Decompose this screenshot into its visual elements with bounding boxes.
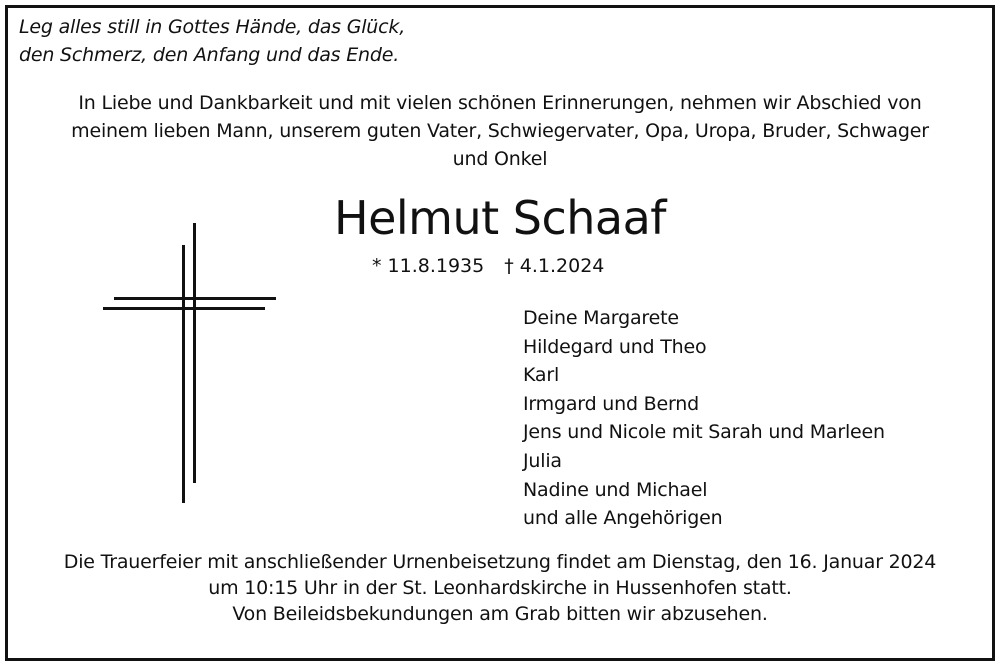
motto-line: den Schmerz, den Anfang und das Ende. [19, 44, 400, 66]
notice-line: Von Beileidsbekundungen am Grab bitten wir abzusehen. [232, 603, 768, 625]
mourner-item: Irmgard und Bernd [523, 392, 699, 415]
birth-date: * 11.8.1935 [372, 255, 485, 277]
motto-line: Leg alles still in Gottes Hände, das Glück, [19, 16, 406, 38]
mourner-item: Nadine und Michael [523, 478, 708, 501]
motto-verse [19, 13, 405, 69]
life-dates [372, 252, 604, 280]
notice-line: Die Trauerfeier mit anschließender Urnenbeisetzung findet am Dienstag, den 16. Januar 2024 [63, 551, 937, 573]
mourner-item: Julia [523, 449, 562, 472]
intro-line: In Liebe und Dankbarkeit und mit vielen schönen Erinnerungen, nehmen wir Abschied von [78, 92, 922, 114]
cross-icon [100, 223, 280, 505]
mourners-list [523, 304, 885, 533]
mourner-item: Jens und Nicole mit Sarah und Marleen [523, 421, 885, 444]
mourner-item: Karl [523, 364, 560, 387]
intro-text [20, 89, 980, 173]
funeral-notice [20, 549, 980, 627]
notice-line: um 10:15 Uhr in der St. Leonhardskirche in Hussenhofen statt. [208, 577, 792, 599]
death-date: † 4.1.2024 [504, 255, 605, 277]
intro-line: meinem lieben Mann, unserem guten Vater, Schwiegervater, Opa, Uropa, Bruder, Schwager [71, 120, 929, 142]
mourner-item: und alle Angehörigen [523, 507, 723, 530]
mourner-item: Deine Margarete [523, 307, 679, 329]
deceased-name: Helmut Schaaf [333, 191, 666, 245]
intro-line: und Onkel [452, 148, 548, 170]
mourner-item: Hildegard und Theo [523, 335, 707, 358]
